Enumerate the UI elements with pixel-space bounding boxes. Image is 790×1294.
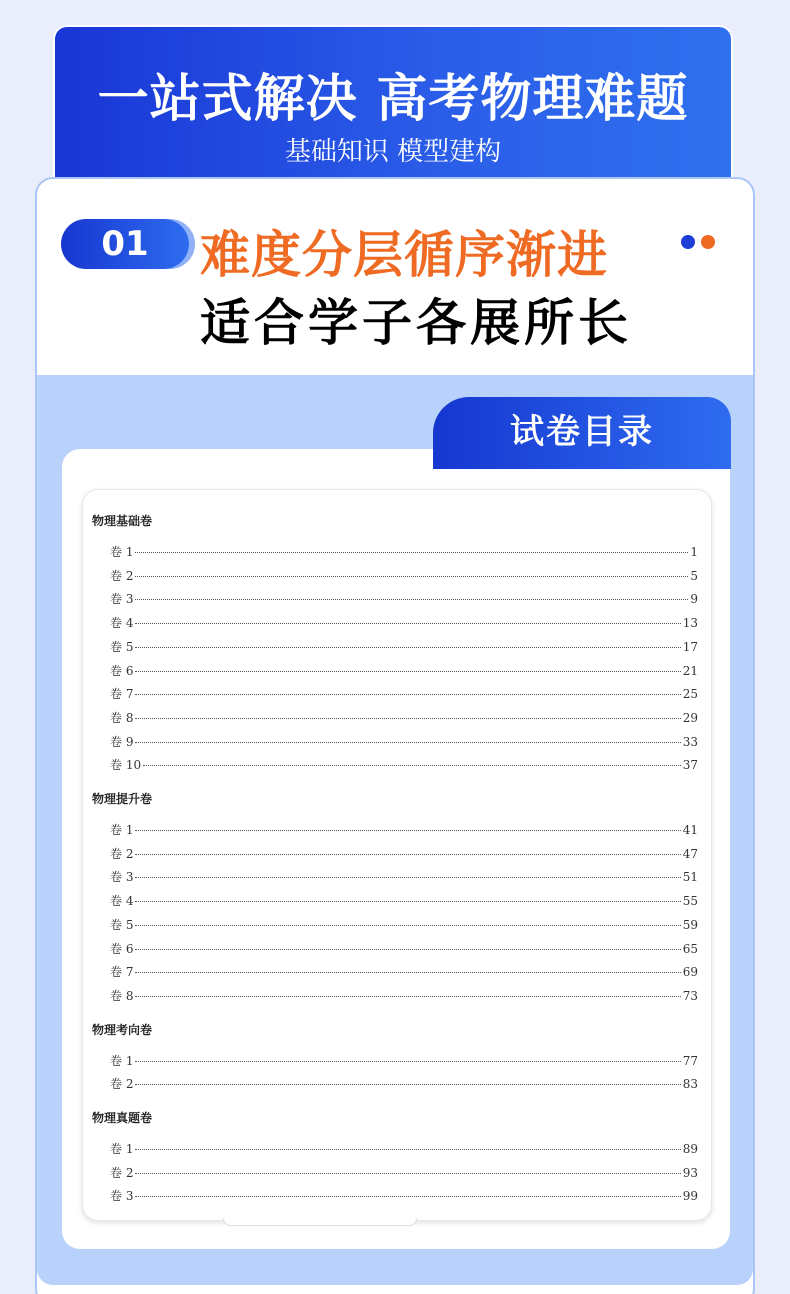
toc-entry-label: 卷 2 [110, 1077, 134, 1092]
toc-entry-page: 73 [682, 988, 698, 1003]
toc-leader-dots [135, 623, 680, 624]
toc-entry-label: 卷 6 [110, 663, 134, 678]
toc-entry-label: 卷 9 [110, 734, 134, 749]
toc-entry[interactable] [110, 614, 698, 632]
toc-entry[interactable] [110, 543, 698, 561]
toc-entry-label: 卷 3 [110, 592, 134, 607]
toc-entry-page: 55 [682, 894, 698, 909]
toc-entry[interactable] [110, 638, 698, 656]
toc-leader-dots [135, 1196, 680, 1197]
toc-entry-page: 59 [682, 917, 698, 932]
toc-leader-dots [135, 694, 680, 695]
toc-entry-label: 卷 2 [110, 1165, 134, 1180]
toc-entry-page: 83 [682, 1077, 698, 1092]
toc-entry-page: 9 [690, 592, 698, 607]
blue-dot-icon [681, 235, 695, 249]
toc-entry[interactable] [110, 868, 698, 886]
toc-entry-page: 69 [682, 965, 698, 980]
toc-entry-label: 卷 7 [110, 965, 134, 980]
toc-entry-page: 13 [682, 616, 698, 631]
toc-entry-label: 卷 1 [110, 545, 134, 559]
toc-leader-dots [135, 647, 680, 648]
toc-leader-dots [135, 742, 680, 743]
toc-panel [62, 449, 730, 1249]
toc-entry[interactable] [110, 916, 698, 934]
toc-entry-page: 47 [682, 846, 698, 861]
toc-entry-page: 33 [682, 734, 698, 749]
toc-entry[interactable] [110, 685, 698, 703]
toc-entry[interactable] [110, 1052, 698, 1070]
toc-entry-label: 卷 10 [110, 758, 142, 773]
toc-entry-label: 卷 6 [110, 941, 134, 956]
toc-entry-page: 99 [682, 1189, 698, 1204]
toc-entry-label: 卷 5 [110, 917, 134, 932]
toc-entry[interactable] [110, 963, 698, 981]
toc-entry-page: 1 [690, 545, 698, 559]
toc-entry-page: 21 [682, 663, 698, 678]
toc-entry-page: 77 [682, 1053, 698, 1068]
banner-subtitle: 基础知识 模型建构 [284, 137, 502, 167]
toc-leader-dots [135, 1084, 680, 1085]
toc-entry-label: 卷 7 [110, 687, 134, 702]
document-bottom-tab [223, 1218, 417, 1226]
feature-headline-primary: 难度分层循序渐进 [200, 226, 608, 284]
toc-section-title: 物理考向卷 [92, 1022, 153, 1037]
toc-entry-page: 41 [682, 823, 698, 837]
toc-entry-label: 卷 8 [110, 710, 134, 725]
toc-entry-label: 卷 3 [110, 870, 134, 885]
toc-entry-label: 卷 1 [110, 1142, 134, 1156]
toc-leader-dots [135, 830, 680, 831]
toc-leader-dots [135, 1173, 680, 1174]
toc-entry-page: 93 [682, 1165, 698, 1180]
toc-entry[interactable] [110, 940, 698, 958]
toc-entry-label: 卷 1 [110, 1053, 134, 1068]
toc-entry-label: 卷 4 [110, 616, 134, 631]
toc-entry-page: 89 [682, 1142, 698, 1156]
toc-leader-dots [135, 1061, 680, 1062]
feature-headline-secondary: 适合学子各展所长 [200, 294, 632, 352]
toc-leader-dots [135, 972, 680, 973]
toc-section [37, 375, 753, 1285]
orange-dot-icon [701, 235, 715, 249]
toc-entry[interactable] [110, 821, 698, 839]
toc-entry-page: 37 [682, 758, 698, 773]
toc-leader-dots [135, 854, 680, 855]
toc-section-title: 物理基础卷 [92, 514, 153, 528]
toc-entry-label: 卷 1 [110, 823, 134, 837]
toc-leader-dots [135, 949, 680, 950]
toc-leader-dots [135, 901, 680, 902]
toc-document [82, 489, 712, 1221]
toc-entry-page: 65 [682, 941, 698, 956]
toc-entry[interactable] [110, 1075, 698, 1093]
toc-entry-page: 29 [682, 710, 698, 725]
toc-section-title: 物理真题卷 [92, 1111, 153, 1125]
toc-leader-dots [135, 599, 688, 600]
toc-leader-dots [135, 1149, 680, 1150]
toc-tab-label: 试卷目录 [510, 412, 654, 452]
toc-entry[interactable] [110, 590, 698, 608]
toc-entry[interactable] [110, 1187, 698, 1205]
toc-leader-dots [135, 671, 680, 672]
toc-entry[interactable] [110, 1164, 698, 1182]
toc-leader-dots [135, 925, 680, 926]
toc-entry-label: 卷 2 [110, 568, 134, 583]
toc-leader-dots [135, 576, 688, 577]
banner-title: 一站式解决 高考物理难题 [97, 70, 689, 129]
decorative-dots-icon [681, 235, 715, 249]
toc-section-title: 物理提升卷 [92, 792, 153, 806]
toc-entry[interactable] [110, 1140, 698, 1158]
feature-card [35, 177, 755, 1294]
toc-entry[interactable] [110, 567, 698, 585]
toc-leader-dots [135, 996, 680, 997]
toc-entry-page: 17 [682, 639, 698, 654]
feature-number-badge: 01 [61, 219, 189, 269]
toc-leader-dots [135, 718, 680, 719]
toc-entry-label: 卷 4 [110, 894, 134, 909]
toc-entry[interactable] [110, 733, 698, 751]
toc-leader-dots [135, 877, 680, 878]
toc-entry-label: 卷 5 [110, 639, 134, 654]
toc-entry[interactable] [110, 987, 698, 1005]
toc-entry[interactable] [110, 756, 698, 774]
toc-leader-dots [143, 765, 681, 766]
toc-entry-label: 卷 8 [110, 988, 134, 1003]
header-banner [53, 25, 733, 185]
toc-entry[interactable] [110, 662, 698, 680]
toc-entry[interactable] [110, 845, 698, 863]
toc-entry-page: 25 [682, 687, 698, 702]
toc-entry[interactable] [110, 709, 698, 727]
toc-entry-label: 卷 3 [110, 1189, 134, 1204]
toc-leader-dots [135, 552, 688, 553]
toc-entry-page: 51 [682, 870, 698, 885]
toc-entry[interactable] [110, 892, 698, 910]
toc-entry-label: 卷 2 [110, 846, 134, 861]
toc-entry-page: 5 [690, 568, 698, 583]
